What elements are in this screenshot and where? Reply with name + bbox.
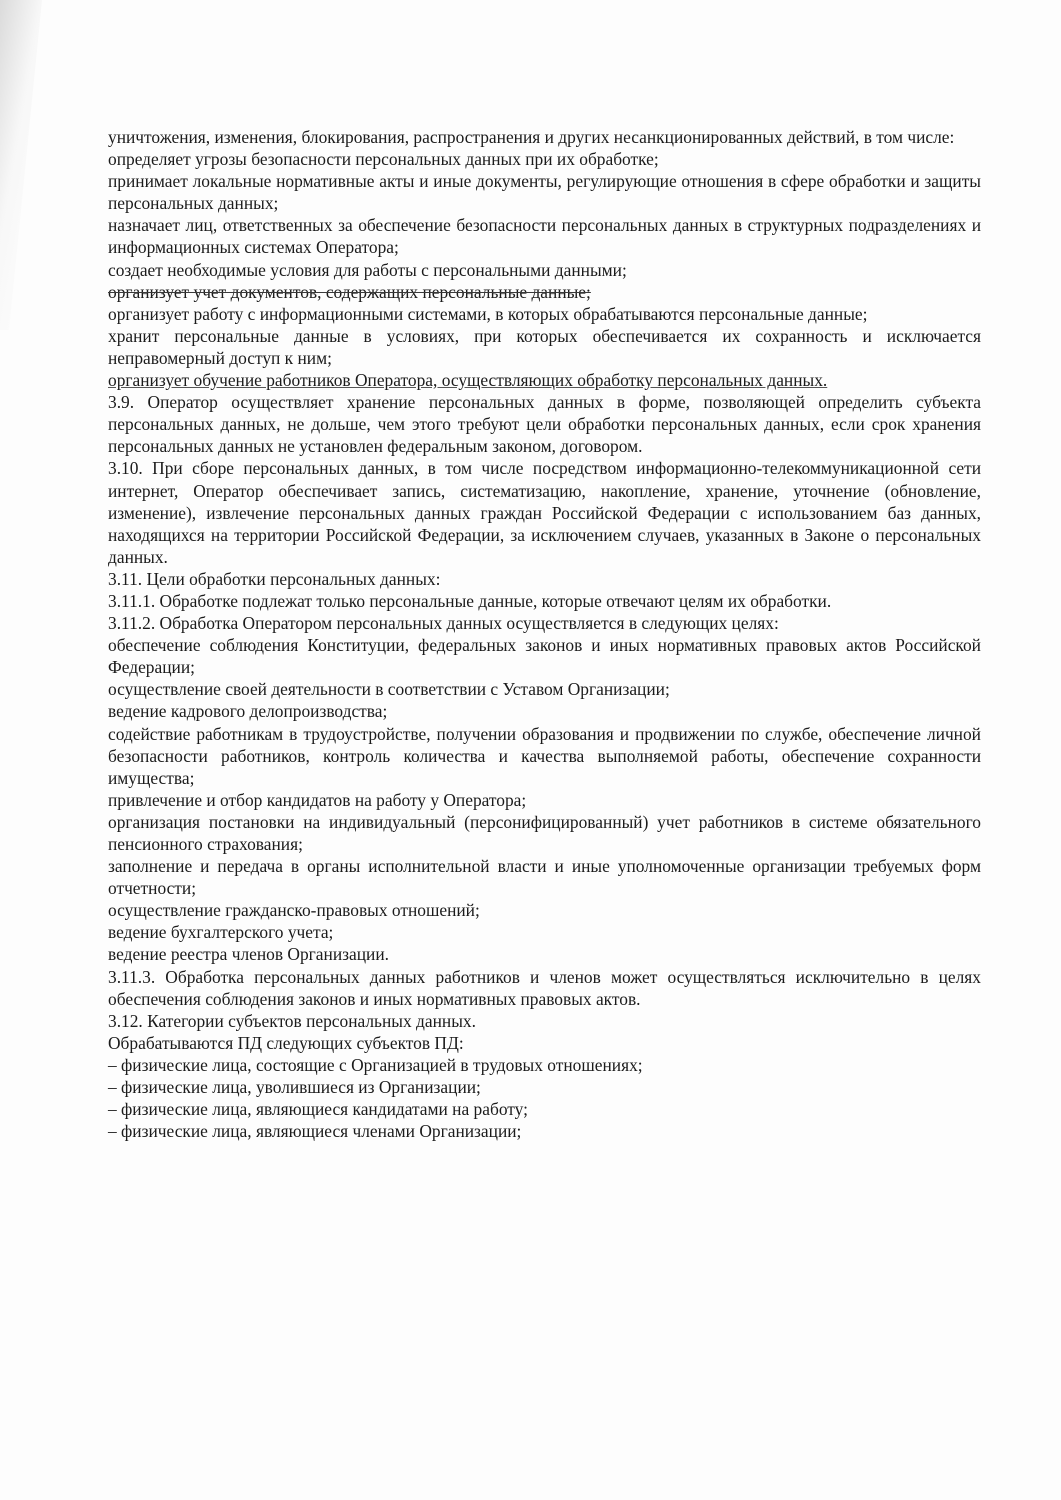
paragraph-information-systems: организует работу с информационными системами, в которых обрабатываются персональные данные;	[108, 303, 868, 324]
paragraph-employment-assistance: содействие работникам в трудоустройстве, получении образования и продвижении по службе, обеспечение личной безопасности работников, контроль количества и качества выполняемой работы, обеспечение сохранности имущества;	[108, 723, 981, 788]
paragraph-members-registry: ведение реестра членов Организации.	[108, 944, 389, 965]
scan-edge-shadow	[0, 0, 60, 330]
paragraph-storage-conditions: хранит персональные данные в условиях, при которых обеспечивается их сохранность и исключается неправомерный доступ к ним;	[108, 325, 981, 368]
paragraph-pension-insurance: организация постановки на индивидуальный (персонифицированный) учет работников в системе обязательного пенсионного страхования;	[108, 811, 981, 854]
paragraph-3-9: 3.9. Оператор осуществляет хранение персональных данных в форме, позволяющей определить субъекта персональных данных, не дольше, чем этого требуют цели обработки персональных данных, если срок хранения персональных данных не установлен федеральным законом, договором.	[108, 392, 981, 457]
paragraph-3-11-1: 3.11.1. Обработке подлежат только персональные данные, которые отвечают целям их обработки.	[108, 590, 832, 611]
list-item-employees: – физические лица, состоящие с Организацией в трудовых отношениях;	[108, 1054, 643, 1075]
paragraph-employee-training: организует обучение работников Оператора, осуществляющих обработку персональных данных.	[108, 370, 828, 391]
paragraph-3-10: 3.10. При сборе персональных данных, в том числе посредством информационно-телекоммуникационной сети интернет, Оператор обеспечивает запись, систематизацию, накопление, хранение, уточнение (обновление, изменение), извлечение персональных данных граждан Российской Федерации с использованием баз данных, находящихся на территории Российской Федерации, за исключением случаев, указанных в Законе о персональных данных.	[108, 458, 981, 567]
paragraph-charter: осуществление своей деятельности в соответствии с Уставом Организации;	[108, 679, 670, 700]
paragraph-3-11-3: 3.11.3. Обработка персональных данных работников и членов может осуществляться исключительно в целях обеспечения соблюдения законов и иных нормативных правовых актов.	[108, 966, 981, 1009]
paragraph-constitution: обеспечение соблюдения Конституции, федеральных законов и иных нормативных правовых актов Российской Федерации;	[108, 635, 981, 678]
document-body	[108, 126, 981, 1142]
paragraph-reporting: заполнение и передача в органы исполнительной власти и иные уполномоченные организации требуемых форм отчетности;	[108, 856, 981, 899]
paragraph-local-acts: принимает локальные нормативные акты и иные документы, регулирующие отношения в сфере обработки и защиты персональных данных;	[108, 171, 981, 214]
paragraph-candidates: привлечение и отбор кандидатов на работу у Оператора;	[108, 789, 527, 810]
paragraph-civil-relations: осуществление гражданско-правовых отношений;	[108, 900, 480, 921]
paragraph-hr-records: ведение кадрового делопроизводства;	[108, 701, 388, 722]
paragraph-3-12: 3.12. Категории субъектов персональных данных.	[108, 1010, 476, 1031]
paragraph-threats: определяет угрозы безопасности персональных данных при их обработке;	[108, 149, 659, 170]
paragraph-destruction-actions: уничтожения, изменения, блокирования, распространения и других несанкционированных действий, в том числе:	[108, 127, 955, 147]
paragraph-document-accounting: организует учет документов, содержащих персональные данные;	[108, 281, 591, 302]
paragraph-responsible-persons: назначает лиц, ответственных за обеспечение безопасности персональных данных в структурных подразделениях и информационных системах Оператора;	[108, 215, 981, 258]
paragraph-conditions: создает необходимые условия для работы с персональными данными;	[108, 259, 627, 280]
list-item-dismissed: – физические лица, уволившиеся из Организации;	[108, 1077, 481, 1098]
list-item-job-candidates: – физические лица, являющиеся кандидатами на работу;	[108, 1099, 528, 1120]
paragraph-accounting: ведение бухгалтерского учета;	[108, 922, 334, 943]
paragraph-3-11: 3.11. Цели обработки персональных данных:	[108, 568, 441, 589]
paragraph-subjects-intro: Обрабатываются ПД следующих субъектов ПД:	[108, 1032, 464, 1053]
paragraph-3-11-2: 3.11.2. Обработка Оператором персональных данных осуществляется в следующих целях:	[108, 613, 779, 634]
list-item-members: – физические лица, являющиеся членами Организации;	[108, 1121, 522, 1142]
